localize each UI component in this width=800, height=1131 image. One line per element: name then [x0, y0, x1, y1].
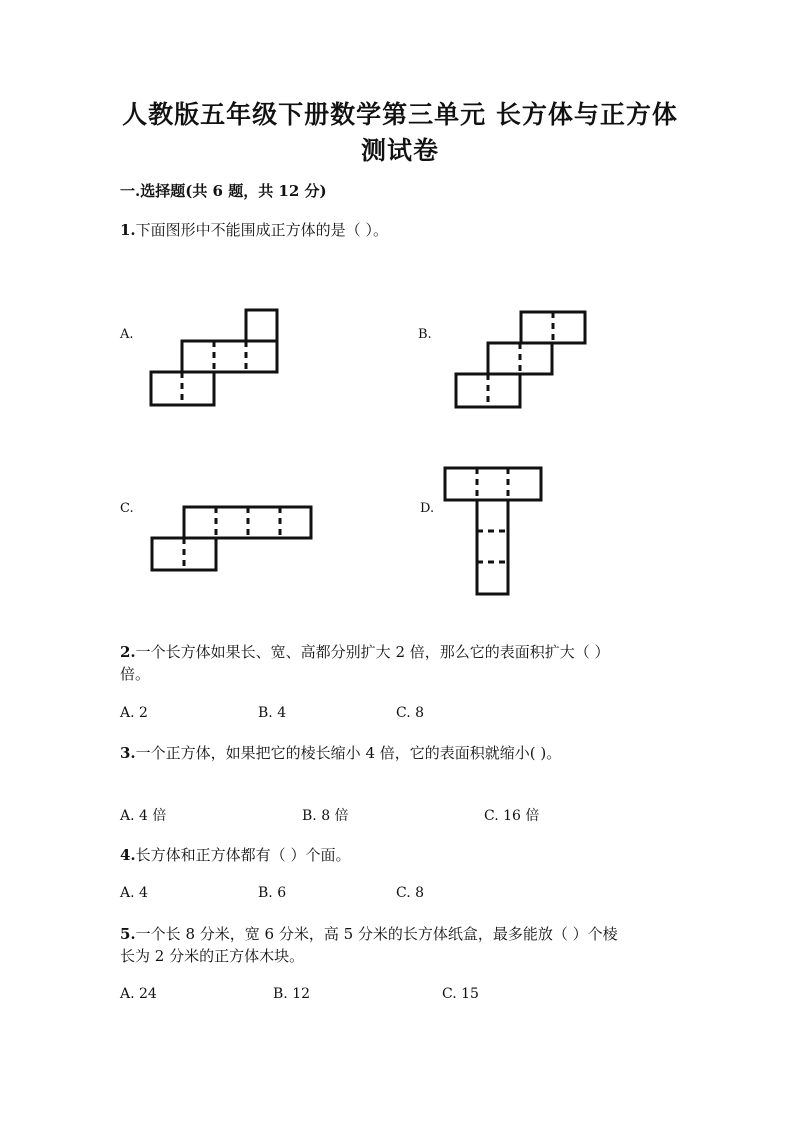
option-c: C. 16 倍 [484, 808, 540, 824]
doc-title-line2: 测试卷 [360, 136, 439, 165]
option-a: A. 24 [120, 986, 157, 1002]
question-number: 2. [120, 643, 136, 661]
option-c-label: C. [120, 501, 134, 516]
question-text-cont: 长为 2 分米的正方体木块。 [120, 947, 305, 965]
cube-net-a [145, 303, 285, 411]
question-text-cont: 倍。 [120, 665, 151, 683]
question-3 [120, 742, 680, 764]
question-text: 一个正方体，如果把它的棱长缩小 4 倍，它的表面积就缩小( )。 [135, 744, 562, 762]
question-4 [120, 844, 680, 866]
option-b: B. 8 倍 [302, 808, 349, 824]
question-1 [120, 219, 680, 241]
option-c: C. 8 [396, 885, 425, 901]
option-b: B. 6 [258, 885, 287, 901]
option-d-label: D. [420, 501, 435, 516]
section-heading: 一.选择题(共 6 题，共 12 分) [120, 182, 327, 200]
question-text: 下面图形中不能围成正方体的是（ ）。 [135, 221, 388, 239]
option-b: B. 12 [273, 986, 311, 1002]
cube-net-c [146, 500, 318, 576]
option-b: B. 4 [258, 705, 287, 721]
question-number: 3. [120, 744, 136, 762]
option-a: A. 2 [120, 705, 148, 721]
question-number: 5. [120, 925, 136, 943]
question-text: 一个长方体如果长、宽、高都分别扩大 2 倍，那么它的表面积扩大（ ） [135, 643, 610, 661]
question-2 [120, 641, 680, 685]
option-c: C. 8 [396, 705, 425, 721]
option-a: A. 4 [120, 885, 148, 901]
question-text: 长方体和正方体都有（ ）个面。 [135, 846, 351, 864]
cube-net-b [450, 305, 592, 413]
cube-net-d [438, 462, 548, 600]
option-a: A. 4 倍 [120, 808, 167, 824]
question-number: 4. [120, 846, 136, 864]
question-5 [120, 923, 680, 967]
question-text: 一个长 8 分米，宽 6 分米，高 5 分米的长方体纸盒，最多能放（ ）个棱 [135, 925, 618, 943]
doc-title-line1: 人教版五年级下册数学第三单元 长方体与正方体 [122, 100, 678, 129]
question-number: 1. [120, 221, 136, 239]
option-a-label: A. [120, 327, 134, 342]
option-c: C. 15 [442, 986, 479, 1002]
option-b-label: B. [418, 327, 432, 342]
